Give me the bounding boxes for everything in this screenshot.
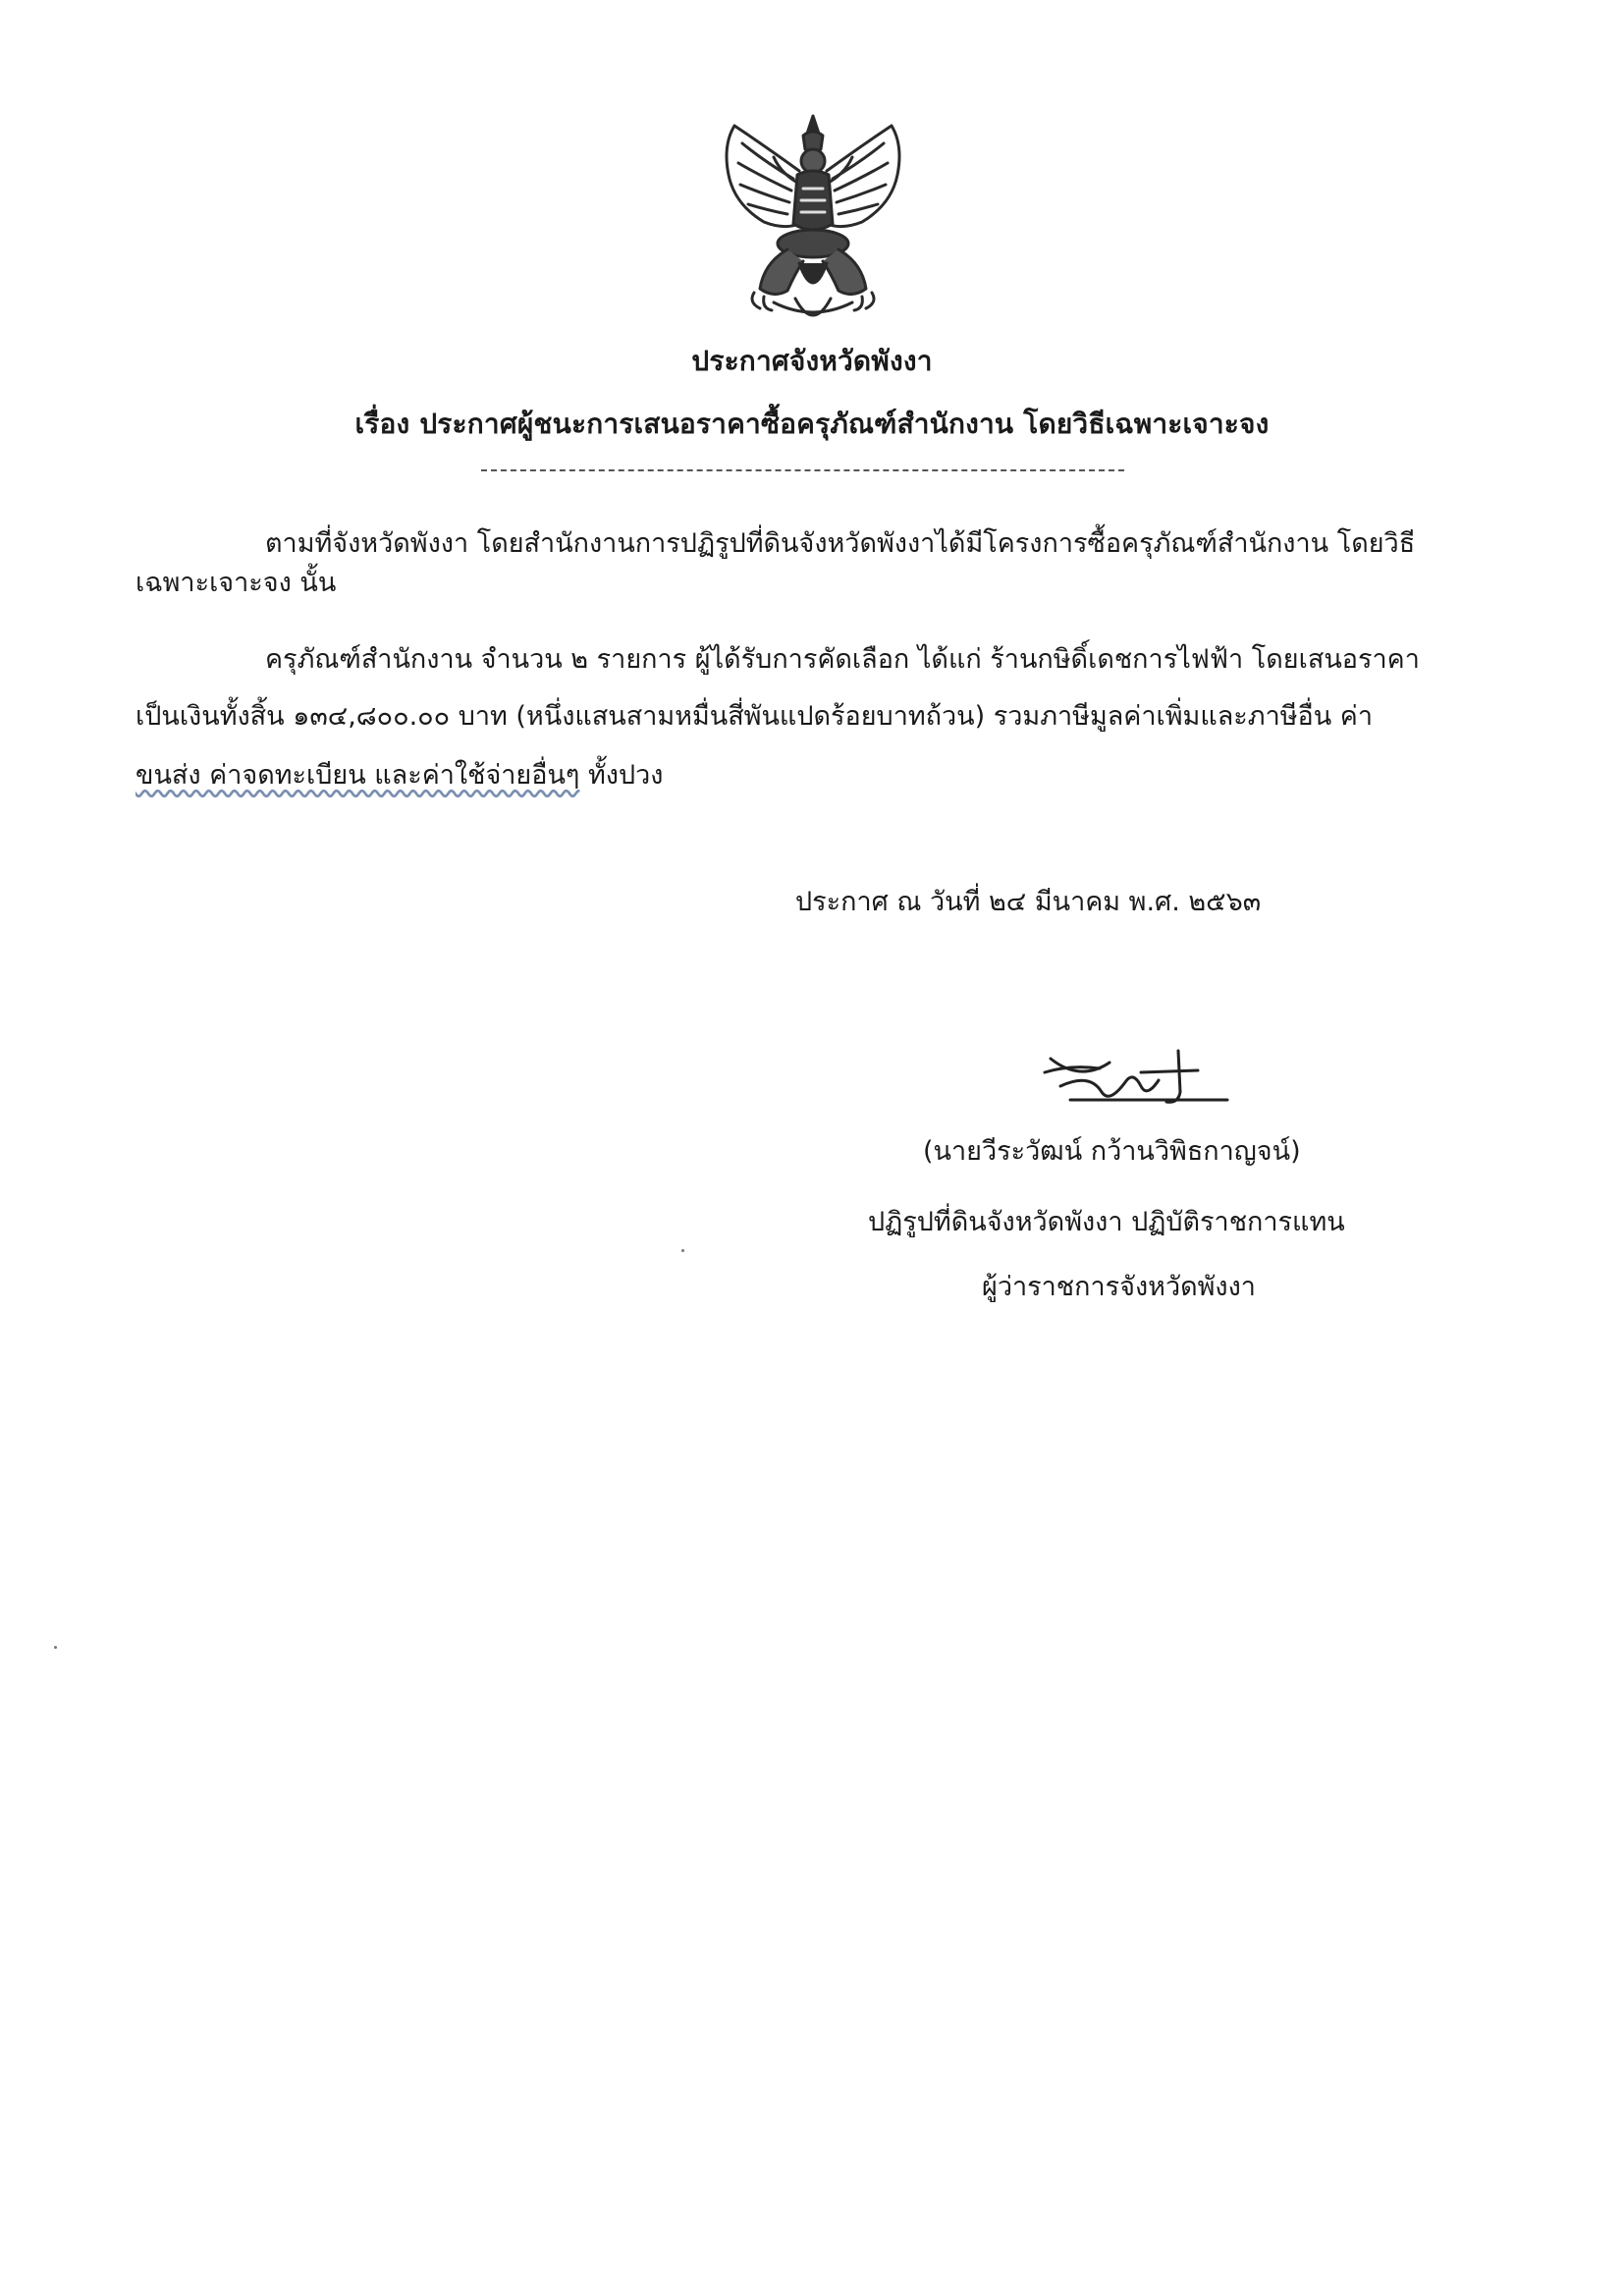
scan-speck [681,1249,684,1252]
garuda-emblem-icon [705,106,921,337]
paragraph-1-line-2: เฉพาะเจาะจง นั้น [135,568,337,598]
announcement-subject: เรื่อง ประกาศผู้ชนะการเสนอราคาซื้อครุภัณฑ์สำนักงาน โดยวิธีเฉพาะเจาะจง [354,408,1270,440]
signer-position-line-2: ผู้ว่าราชการจังหวัดพังงา [982,1272,1256,1302]
paragraph-2-line-3-tail: ทั้งปวง [579,760,664,791]
paragraph-1-line-1: ตามที่จังหวัดพังงา โดยสำนักงานการปฏิรูปที่ดินจังหวัดพังงาได้มีโครงการซื้อครุภัณฑ์สำนักงาน โดยวิธี [265,528,1416,559]
title-divider [481,469,1124,471]
paragraph-2-line-3-underlined: ขนส่ง ค่าจดทะเบียน และค่าใช้จ่ายอื่นๆ [135,760,580,791]
signer-position-line-1: ปฏิรูปที่ดินจังหวัดพังงา ปฏิบัติราชการแทน [868,1207,1345,1237]
announced-date: ประกาศ ณ วันที่ ๒๔ มีนาคม พ.ศ. ๒๕๖๓ [795,887,1262,917]
announcement-title: ประกาศจังหวัดพังงา [691,345,933,377]
paragraph-2-line-1: ครุภัณฑ์สำนักงาน จำนวน ๒ รายการ ผู้ได้รับการคัดเลือก ได้แก่ ร้านกษิดิ์เดชการไฟฟ้า โดยเสนอราคา [265,644,1420,675]
signature-icon [1031,1043,1237,1121]
scan-speck [54,1646,57,1649]
paragraph-2-line-2: เป็นเงินทั้งสิ้น ๑๓๔,๘๐๐.๐๐ บาท (หนึ่งแสนสามหมื่นสี่พันแปดร้อยบาทถ้วน) รวมภาษีมูลค่าเพิ่มและภาษีอื่น ค่า [135,701,1374,732]
paragraph-2-line-3 [135,762,663,790]
signer-name: (นายวีระวัฒน์ กว้านวิพิธกาญจน์) [923,1136,1301,1167]
